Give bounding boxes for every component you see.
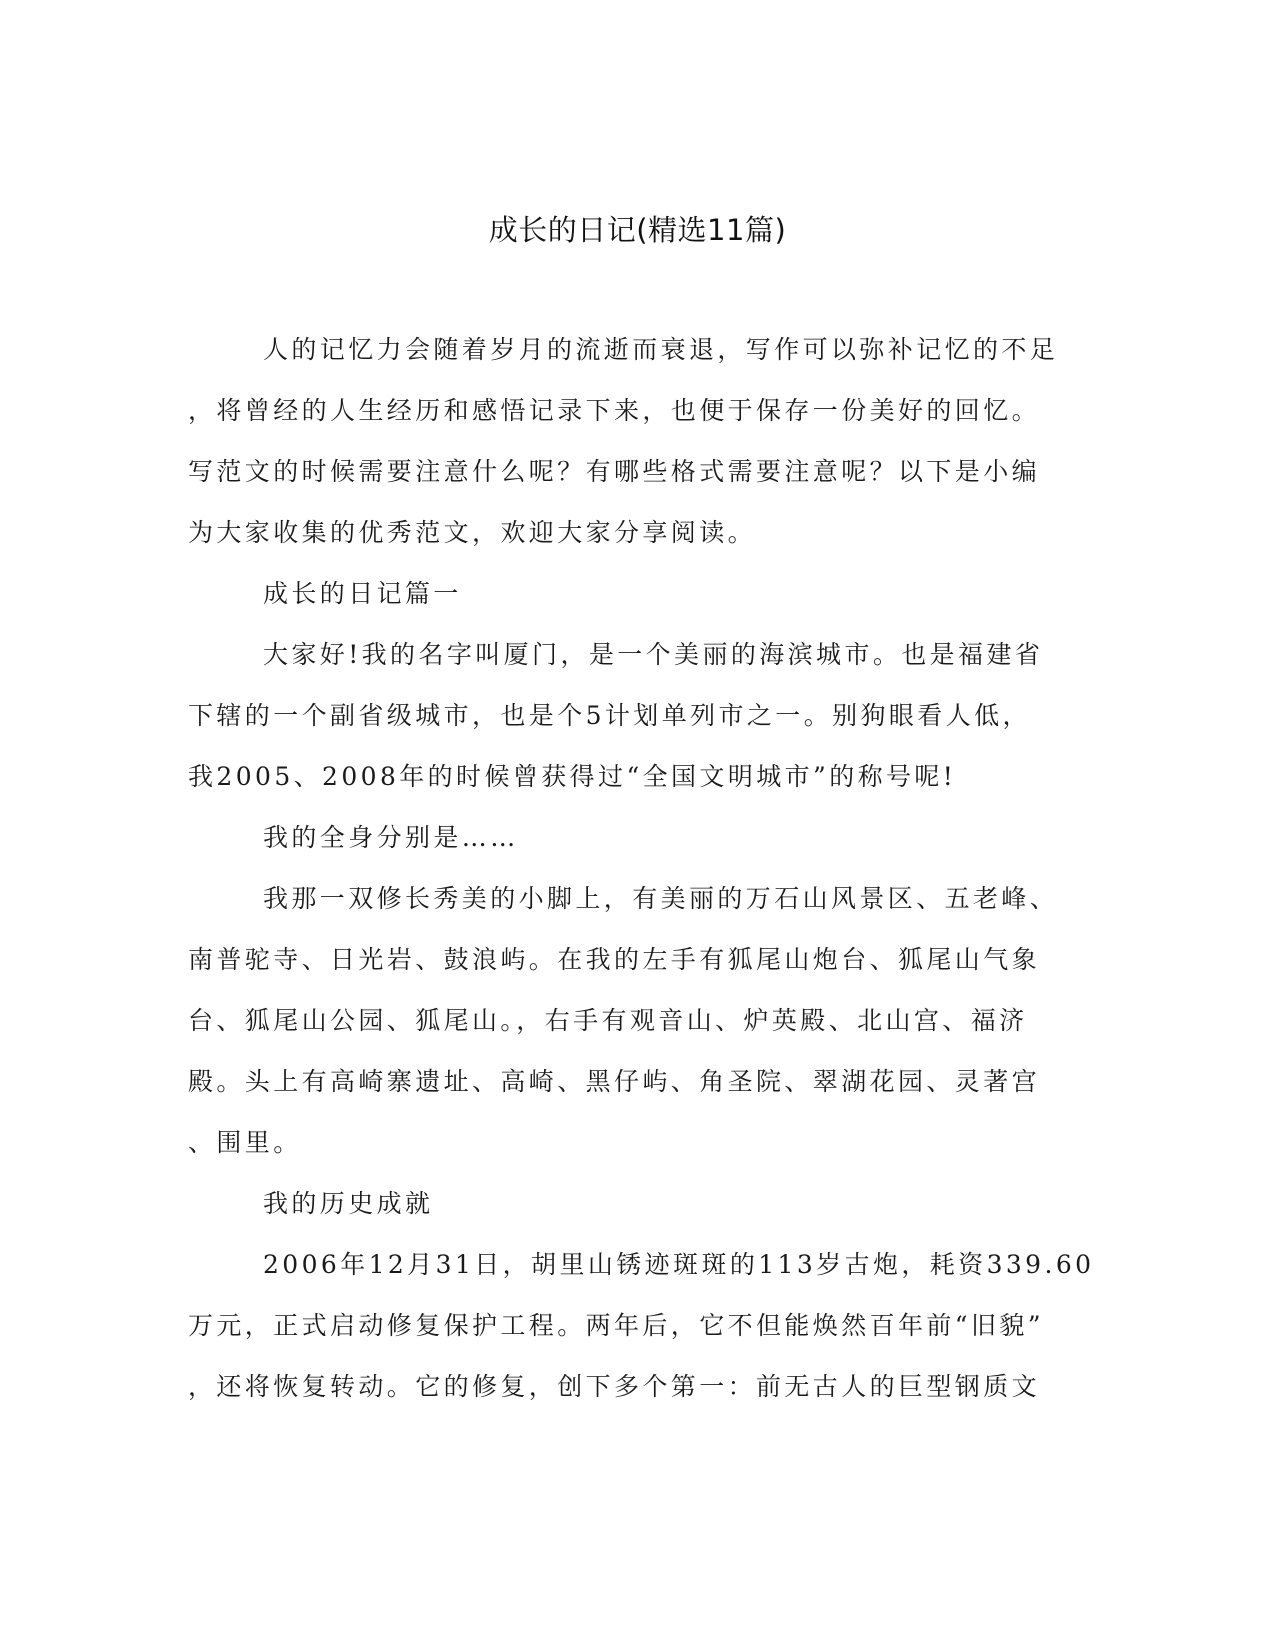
paragraph-line: 写范文的时候需要注意什么呢？有哪些格式需要注意呢？以下是小编 <box>188 457 1041 486</box>
paragraph-line: 南普驼寺、日光岩、鼓浪屿。在我的左手有狐尾山炮台、狐尾山气象 <box>188 945 1041 974</box>
paragraph-line: 大家好!我的名字叫厦门，是一个美丽的海滨城市。也是福建省 <box>263 640 1044 669</box>
paragraph-line: 我那一双修长秀美的小脚上，有美丽的万石山风景区、五老峰、 <box>263 884 1059 913</box>
paragraph-line: 为大家收集的优秀范文，欢迎大家分享阅读。 <box>188 518 757 547</box>
paragraph-line: ，将曾经的人生经历和感悟记录下来，也便于保存一份美好的回忆。 <box>188 396 1041 425</box>
paragraph-line: 、围里。 <box>188 1128 302 1157</box>
paragraph-line: ，还将恢复转动。它的修复，创下多个第一：前无古人的巨型钢质文 <box>188 1372 1041 1401</box>
paragraph-line: 台、狐尾山公园、狐尾山。，右手有观音山、炉英殿、北山宫、福济 <box>188 1006 1028 1035</box>
paragraph-line: 殿。头上有高崎寨遗址、高崎、黑仔屿、角圣院、翠湖花园、灵著宫 <box>188 1067 1041 1096</box>
paragraph-line: 2006年12月31日，胡里山锈迹斑斑的113岁古炮，耗资339.60 <box>263 1250 1095 1279</box>
paragraph-line: 人的记忆力会随着岁月的流逝而衰退，写作可以弥补记忆的不足 <box>263 335 1059 364</box>
paragraph-line: 我2005、2008年的时候曾获得过“全国文明城市”的称号呢! <box>188 762 957 791</box>
paragraph-line: 下辖的一个副省级城市，也是个5计划单列市之一。别狗眼看人低， <box>188 701 1031 730</box>
paragraph-line: 万元，正式启动修复保护工程。两年后，它不但能焕然百年前“旧貌” <box>188 1311 1044 1340</box>
document-title: 成长的日记(精选11篇) <box>488 213 787 247</box>
document-body <box>188 325 1095 1423</box>
paragraph-line: 我的全身分别是…… <box>263 823 519 852</box>
section-heading: 成长的日记篇一 <box>263 579 462 608</box>
section-heading: 我的历史成就 <box>263 1189 434 1218</box>
